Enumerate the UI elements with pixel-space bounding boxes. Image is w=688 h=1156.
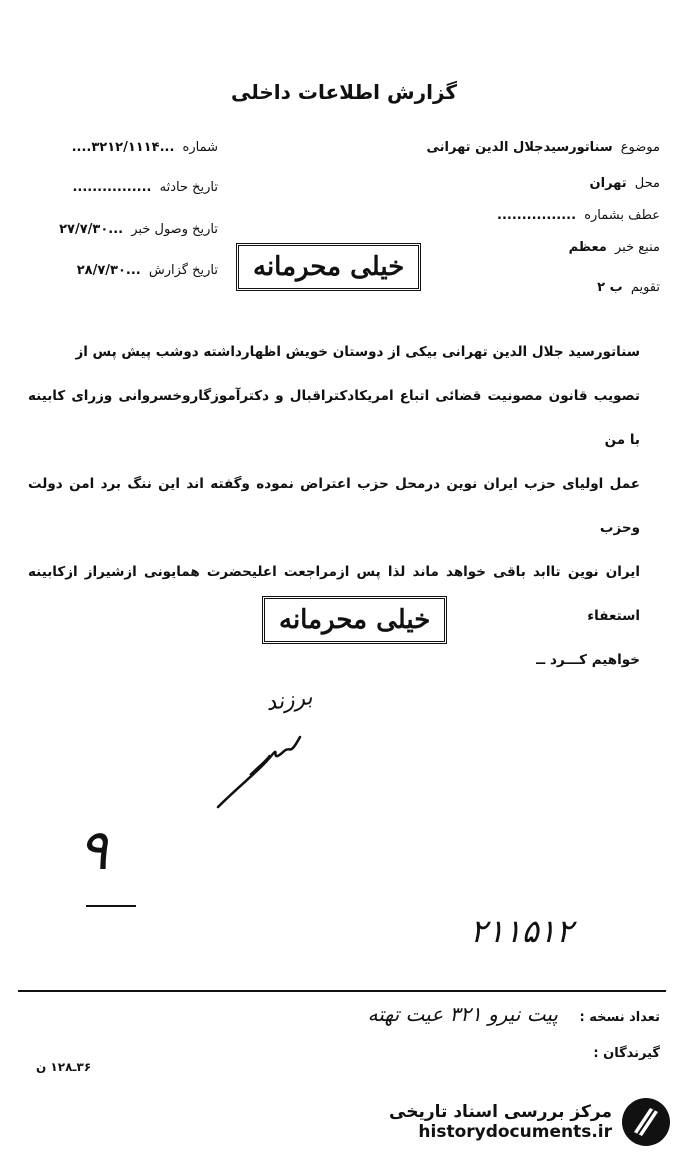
handwritten-mark: ۹: [78, 818, 109, 883]
handwritten-dash: [86, 905, 136, 907]
document-title: گزارش اطلاعات داخلی: [230, 80, 458, 104]
signature-flourish: [210, 725, 310, 815]
handwritten-number: ۲۱۱۵۱۲: [470, 912, 574, 950]
signature-text: برزند: [264, 684, 315, 717]
confidential-stamp: خیلی محرمانه: [236, 243, 421, 291]
field-location: محل تهران: [589, 176, 660, 191]
body-line: ایران نوین تاابد باقی خواهد ماند لذا پس ازمراجعت اعلیحضرت همایونی ازشیراز ازکابینه استعفاء: [28, 564, 640, 624]
field-source: منبع خبر معظم: [568, 240, 660, 255]
copies-label: تعداد نسخه :: [579, 1010, 660, 1025]
document-code: ۳۶ـ۱۲۸ ن: [36, 1060, 92, 1074]
body-line: سناتورسید جلال الدین تهرانی بیکی از دوستان خویش اظهارداشته دوشب پیش پس از: [75, 344, 640, 360]
field-incident-date: تاریخ حادثه ................: [72, 180, 218, 195]
field-report-date: تاریخ گزارش ...۲۸/۷/۳۰: [76, 263, 218, 278]
body-line: تصویب قانون مصونیت قضائی اتباع امریکادکتراقبال و دکترآموزگاروخسروانی وزرای کابینه با من: [28, 388, 640, 448]
archive-url: historydocuments.ir: [418, 1122, 612, 1142]
recipients-label: گیرندگان :: [593, 1046, 660, 1061]
archive-name: مرکز بررسی اسناد تاریخی: [389, 1102, 612, 1122]
archive-logo-text: [389, 1102, 612, 1142]
field-reference: عطف بشماره ................: [497, 208, 660, 223]
copies-value: پیت نیرو ۳۲۱ عیت تهته: [367, 1002, 558, 1026]
field-subject: موضوع سناتورسیدجلال الدین تهرانی: [426, 140, 660, 155]
archive-logo-icon: [620, 1096, 672, 1148]
body-line: خواهیم کـــرد ــ: [536, 652, 640, 668]
body-line: عمل اولیای حزب ایران نوین درمحل حزب اعتراض نموده وگفته اند این ننگ برد امن دولت وحزب: [28, 476, 640, 536]
footer-divider: [18, 990, 666, 992]
field-evaluation: تقویم ب ۲: [597, 280, 660, 295]
field-received-date: تاریخ وصول خبر ...۲۷/۷/۳۰: [59, 222, 218, 237]
confidential-stamp-second: خیلی محرمانه: [262, 596, 447, 644]
field-number: شماره ...۳۲۱۲/۱۱۱۴....: [71, 140, 218, 155]
